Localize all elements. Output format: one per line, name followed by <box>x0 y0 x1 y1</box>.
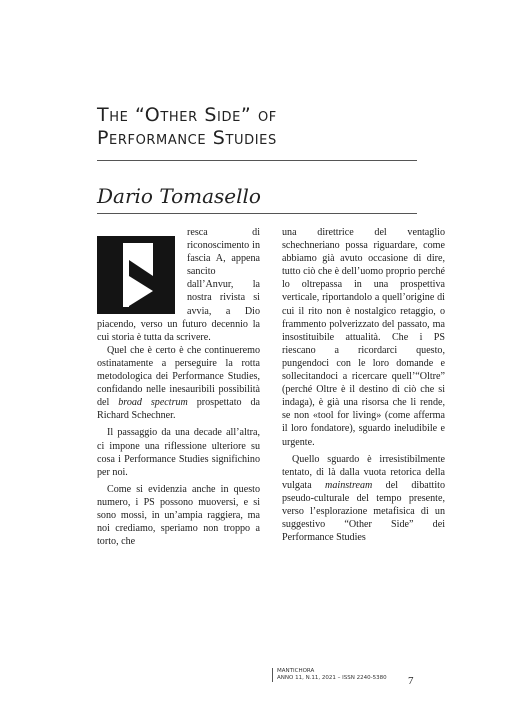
footer-issue-info: ANNO 11, N.11, 2021 – ISSN 2240-5380 <box>277 675 387 681</box>
right-column <box>282 226 445 544</box>
article-author: Dario Tomasello <box>97 184 261 208</box>
left-paragraph-1: resca di riconoscimento in fascia A, appena sancito dall’Anvur, la nostra rivista si avvia, a Dio piacendo, verso un futuro decennio la cui storia è tutta da scrivere. <box>97 227 260 343</box>
article-title-line-2: Performance Studies <box>97 127 277 149</box>
right-paragraph-2: Quello sguardo è irresistibilmente tentato, di là dalla vuota retorica della vulgata mainstream del dibattito pseudo-culturale del tempo presente, verso l’esplorazione metafisica di un suggestivo “Other Side” dei Performance Studies <box>282 453 445 544</box>
drop-cap-f-ornament <box>97 236 179 314</box>
italic-phrase-broad-spectrum: broad spectrum <box>118 397 188 409</box>
left-paragraph-4: Come si evidenzia anche in questo numero, i PS possono muoversi, e si sono mossi, in un’ampia raggiera, ma noi crediamo, speriamo non troppo a torto, che <box>97 483 260 548</box>
left-paragraph-3: Il passaggio da una decade all’altra, ci impone una riflessione ulteriore su cosa i Performance Studies significhino per noi. <box>97 427 260 478</box>
title-rule-top <box>97 160 417 161</box>
left-paragraph-2: Quel che è certo è che continueremo ostinatamente a perseguire la rotta metodologica dei Performance Studies, confidando nelle inesauribili possibilità del broad spectrum prospettato da Richard Schechner. <box>97 344 260 422</box>
article-title <box>97 104 417 150</box>
italic-word-mainstream: mainstream <box>325 479 373 491</box>
footer-journal-info <box>272 668 387 682</box>
title-rule-bottom <box>97 213 417 214</box>
right-paragraph-1: una direttrice del ventaglio schechneriano possa riguardare, come abbiamo già avuto occasione di dire, tutto ciò che è dell’uomo proprio perché lo oltrepassa in una prospettiva verticale, riportandolo a quell’origine di cui il rito non è nostalgico retaggio, o frammento polverizzato del passato, ma insostituibile attualità. Che i PS riescano a ricordarci questo, pungendoci con le loro domande e sollecitandoci a ricercare quell’“Oltre” (perché Oltre è il destino di ciò che si indaga), è già una risorsa che li rende, se non «tool for living» (come afferma il loro fondatore), sguardo ineludibile e urgente. <box>282 227 445 448</box>
page-number: 7 <box>408 675 414 687</box>
left-column <box>97 226 260 548</box>
footer-journal-name: MANTICHORA <box>277 668 315 674</box>
article-title-line-1: The “Other Side” of <box>97 104 277 126</box>
